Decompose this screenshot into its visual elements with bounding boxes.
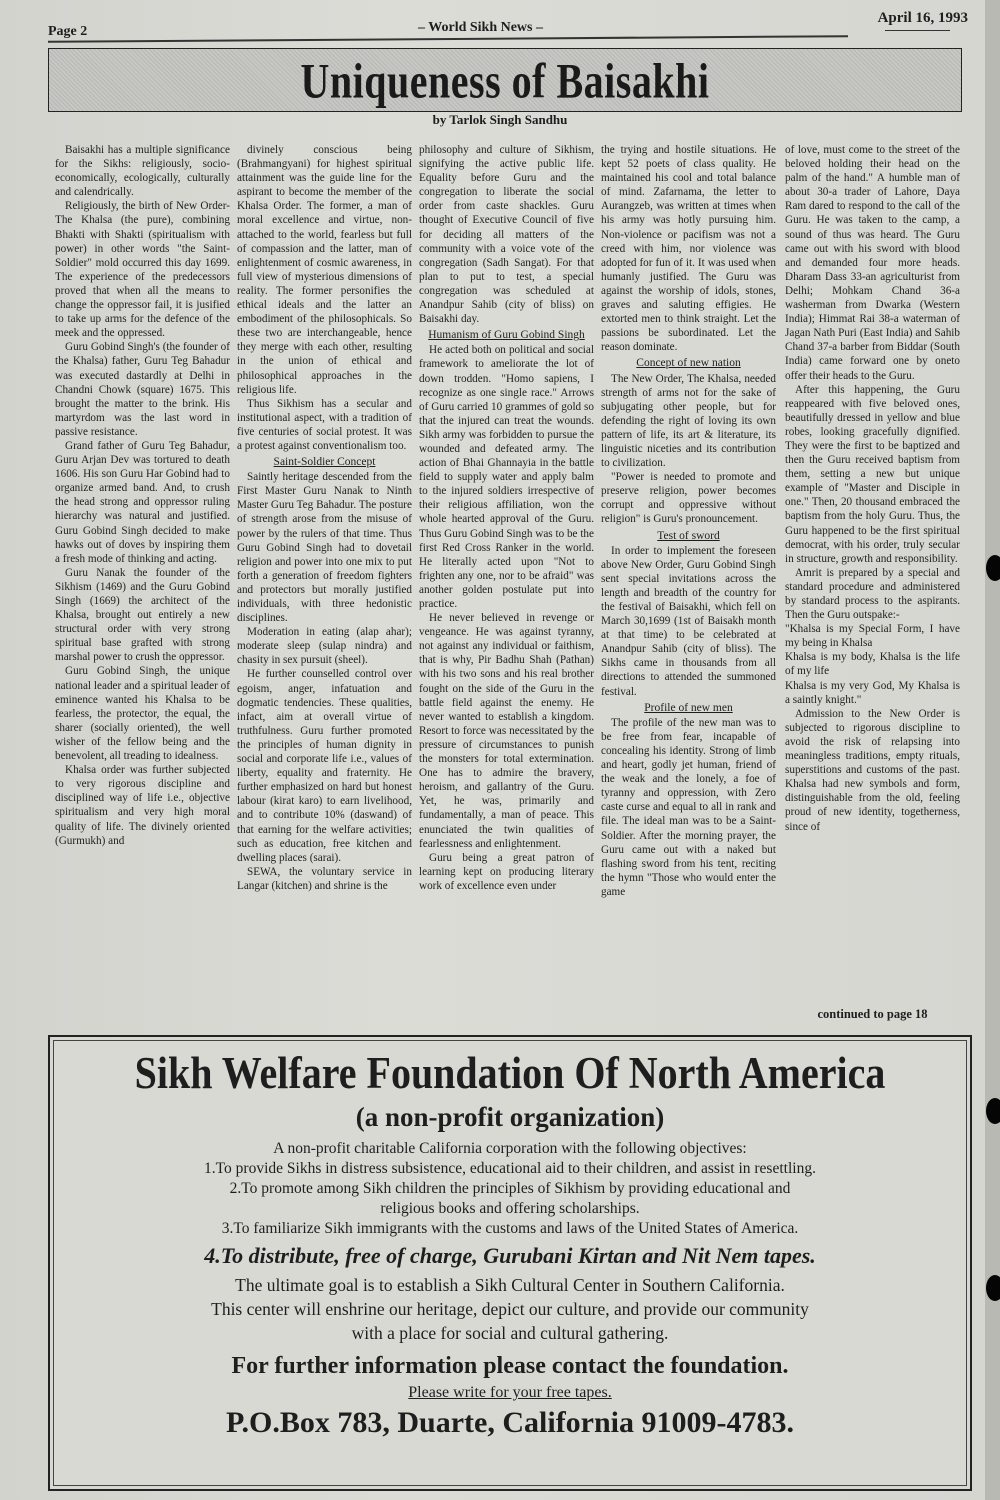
ad-contact: For further information please contact the foundation. [231,1353,789,1379]
ad-goal-3: with a place for social and cultural gathering. [351,1323,669,1343]
page-number: Page 2 [48,24,88,39]
paragraph: He acted both on political and social framework to ameliorate the lot of down trodden. "Homo sapiens, I recognize as one single race." Arrows of Guru carried 10 grammes of gold so that the injured can treat the wounds. Sikh army was forbidden to pursue the wounded and defeated army. The action of Bhai Ghannayia in the battle field to supply water and apply balm to the injured soldiers irrespective of their religious affiliation, won the whole hearted approval of the Guru. Thus Guru Gobind Singh was to be the first Red Cross Ranker in the world. He literally acted upon "Not to frighten any one, nor to be afraid" was another golden postulate put into practice. [419,344,594,610]
paragraph: In order to implement the foreseen above New Order, Guru Gobind Singh sent special invitations across the length and breadth of the country for the festival of Baisakhi, which fell on March 30,1699 (1st of Baisakh month at that time) to be celebrated at Anandpur Sahib (city of bliss). The Sikhs came in thousands from all directions to attended the summoned festival. [601,544,776,698]
ad-free-tapes: Please write for your free tapes. [408,1384,612,1401]
section-heading: Humanism of Guru Gobind Singh [428,329,585,342]
ad-title: Sikh Welfare Foundation Of North America [134,1046,886,1099]
paragraph: Guru Gobind Singh, the unique national leader and a spiritual leader of eminence wanted his Khalsa to be fearless, the protector, the equal, the sharer (socially oriented), the well wisher of the fellow being and the benevolent, all treading to idealness. [55,665,230,763]
ad-goal-2: This center will enshrine our heritage, depict our culture, and provide our community [211,1299,809,1319]
paragraph: Guru Nanak the founder of the Sikhism (1469) and the Guru Gobind Singh (1669) the architect of the Khalsa, brought out entirely a new structural order with very strong spiritual base grafted with strong marshal power to crush the oppressor. [55,566,230,664]
article-column-2 [237,143,412,1028]
ad-objective-1: 1.To provide Sikhs in distress subsistence, educational aid to their children, and assist in resettling. [204,1160,816,1177]
advertisement-box [48,1035,972,1491]
article-column-5 [785,143,960,1028]
paragraph: divinely conscious being (Brahmangyani) for highest spiritual attainment was the guide line for the aspirant to become the member of the Khalsa Order. The former, a man of moral excellence and virtue, non-attached to the world, fearless but full of compassion and the latter, man of enlightenment of cosmic awareness, in full view of mysterious dimensions of reality. The former personifies the ethical ideals and the latter an embodiment of the philosophicals. So these two are interchangeable, hence they merge with each other, resulting in the union of ethical and philosophical approaches in the religious life. [237,144,412,396]
ad-objective-2-cont: religious books and offering scholarships. [380,1200,640,1217]
paragraph: He further counselled control over egoism, anger, infatuation and dogmatic tendencies. These qualities, infact, aim at overall virtue of truthfulness. Guru further promoted the principles of human dignity in social and corporate life i.e., values of liberty, equality and fraternity. He further emphasized on hard but honest labour (kirat karo) to earn livelihood, and to contribute 10% (daswand) of that earning for the welfare activities; such as education, free kitchen and dwelling places (sarai). [237,668,412,864]
paragraph: Khalsa is my very God, My Khalsa is a saintly knight." [785,679,960,706]
paragraph: "Khalsa is my Special Form, I have my being in Khalsa [785,623,960,650]
paragraph: philosophy and culture of Sikhism, signifying the active public life. Equality before Guru and the congregation to liberate the social order from caste shackles. Guru thought of Executive Council of five for deciding all matters of the community with a voice vote of the congregation (Sadh Sangat). For that plan to put to test, a special congregation was scheduled at Anandpur Sahib (city of bliss) on Baisakhi day. [419,144,594,326]
continued-note: continued to page 18 [817,1007,928,1021]
paragraph: Khalsa order was further subjected to very rigorous discipline and disciplined way of life i.e., objective spiritualism and very high moral quality of life. The divinely oriented (Gurmukh) and [55,764,230,847]
section-heading: Saint-Soldier Concept [273,456,376,469]
section-heading: Concept of new nation [636,357,741,370]
paragraph: "Power is needed to promote and preserve religion, power becomes corrupt and oppressive without religion" is Guru's pronouncement. [601,471,776,526]
ad-goal-1: The ultimate goal is to establish a Sikh Cultural Center in Southern California. [235,1275,785,1295]
paragraph: Guru Gobind Singh's (the founder of the Khalsa) father, Guru Teg Bahadur was executed dastardly at Delhi in Chandni Chowk (square) 1675. This brought the matter to the brink. His martyrdom was the last word in passive resistance. [55,341,230,438]
article-column-1 [55,143,230,1028]
paragraph: Moderation in eating (alap ahar); moderate sleep (sulap nindra) and chasity in sex pursuit (sheel). [237,626,412,667]
ad-objective-4: 4.To distribute, free of charge, Gurubani Kirtan and Nit Nem tapes. [204,1243,816,1268]
paragraph: Saintly heritage descended from the First Master Guru Nanak to Ninth Master Guru Teg Bahadur. The posture of strength arose from the misuse of power by the rulers of that time. Thus Guru Gobind Singh had to dovetail religion and power into one mix to put forth a generation of freedom fighters and protectors but morally justified individuals, with three hedonistic disciplines. [237,471,412,625]
paragraph: He never believed in revenge or vengeance. He was against tyranny, not against any individual or faithism, that is why, Pir Badhu Shah (Pathan) with his two sons and his real brother fought on the side of the Guru in the battle field against the enemy. He never wanted to establish a kingdom. Resort to force was necessitated by the pressure of circumstances to punish the monsters for total extermination. One has to admire the bravery, heroism, and gallantry of the Guru. Yet, he was, primarily and fundamentally, a man of peace. This enunciated the twin qualities of fearlessness and enlightenment. [419,612,594,850]
paragraph: Amrit is prepared by a special and standard procedure and administered by standard process to the aspirants. Then the Guru outspake:- [785,566,960,622]
ad-subtitle: (a non-profit organization) [355,1102,665,1132]
newspaper-name: – World Sikh News – [418,20,543,35]
issue-date: April 16, 1993 [877,10,968,26]
binder-hole [986,1098,1000,1124]
paragraph: The New Order, The Khalsa, needed strength of arms not for the sake of subjugating other people, but for defending the right of loving its own pattern of life, its art & literature, its linguistic niceties and its contribution to civilization. [601,372,776,470]
binder-hole [986,555,1000,581]
article-column-4 [601,143,776,1028]
section-heading: Profile of new men [644,701,733,714]
article-column-3 [419,143,594,1028]
paragraph: Grand father of Guru Teg Bahadur, Guru Arjan Dev was tortured to death 1606. His son Guru Har Gobind had to organize armed band. And, to crush the head strong and oppressor ruling hierarchy was natural and justified. Guru Gobind Singh decided to make hawks out of doves by inspiring them a fresh mode of thinking and acting. [55,439,230,565]
date-rule [885,30,950,31]
ad-address: P.O.Box 783, Duarte, California 91009-4783. [225,1406,795,1439]
paragraph: Khalsa is my body, Khalsa is the life of my life [785,651,960,678]
byline: by Tarlok Singh Sandhu [432,112,568,127]
paragraph: Religiously, the birth of New Order-The Khalsa (the pure), combining Bhakti with Shakti (spiritualism with power) in other words "the Saint-Soldier" mold occurred this day 1699. The experience of the predecessors proved that when all the means to change the oppressor fail, it is jusified to take up arms for the defence of the meek and the oppressed. [55,200,230,340]
section-heading: Test of sword [657,529,720,542]
ad-objective-2: 2.To promote among Sikh children the principles of Sikhism by providing educational and [229,1180,791,1197]
ad-objective-3: 3.To familiarize Sikh immigrants with the customs and laws of the United States of America. [221,1220,799,1237]
paragraph: Thus Sikhism has a secular and institutional aspect, with a tradition of five centuries of social protest. It was a protest against conventionalism too. [237,397,412,452]
ad-intro: A non-profit charitable California corporation with the following objectives: [273,1140,747,1157]
paragraph: SEWA, the voluntary service in Langar (kitchen) and shrine is the [237,865,412,892]
article-body [55,143,970,1028]
paragraph: Admission to the New Order is subjected to rigorous discipline to avoid the risk of relapsing into meaningless traditions, empty rituals, superstitions and customs of the past. Khalsa had new symbols and form, distinguishable from the old, feeling proud of new identity, togetherness, since of [785,707,960,833]
binder-hole [986,1275,1000,1301]
paragraph: of love, must come to the street of the beloved holding their head on the palm of the hand." A humble man of about 30-a trader of Lahore, Daya Ram dared to respond to the call of the Guru. He was taken to the camp, a sound of thus was heard. The Guru came out with his sword with blood and demanded four more heads. Dharam Dass 33-an agriculturist from Delhi; Mohkam Chand 36-a washerman from Dwarka (Western India); Himmat Rai 38-a waterman of Jagan Nath Puri (East India) and Sahib Chand 37-a barber from Biddar (South India) came forward one by oneto offer their heads to the Guru. [785,144,960,382]
headline-banner [48,48,962,112]
paragraph: the trying and hostile situations. He kept 52 poets of class quality. He maintained his cool and total balance of mind. Zafarnama, the letter to Aurangzeb, was written at times when his army was hotly pursuing him. Non-violence or pacifism was not a creed with him, nor violence was adopted for fun of it. It was used when humanly justified. The Guru was against the worship of idols, stones, graves and saluting effigies. He extorted men to think straight. Let the passions be subordinated. Let the reason dominate. [601,144,776,354]
paragraph: Guru being a great patron of learning kept on producing literary work of excellence even under [419,851,594,892]
article-title: Uniqueness of Baisakhi [300,51,710,109]
paragraph: Baisakhi has a multiple significance for the Sikhs: religiously, socio-economically, ecologically, culturally and calendrically. [55,144,230,199]
paragraph: The profile of the new man was to be free from fear, incapable of concealing his identity. Strong of limb and heart, godly jet human, friend of the weak and the lonely, a foe of tyranny and oppression, with Zero caste curse and equal to all in rank and file. The ideal man was to be a Saint-Soldier. After the morning prayer, the Guru came out with a naked but flashing sword from his tent, reciting the hymn "Those who would enter the game [601,716,776,898]
paragraph: After this happening, the Guru reappeared with five beloved ones, beautifully dressed in yellow and blue robes, looking gracefully dignified. They were the first to be baptized and then the Guru received baptism from them, setting a new but unique example of "Master and Disciple in one." Then, 20 thousand embraced the baptism from the holy Guru. Thus, the Guru happened to be the first spiritual democrat, with his order, truly secular in structure, growth and responsibility. [785,383,960,565]
